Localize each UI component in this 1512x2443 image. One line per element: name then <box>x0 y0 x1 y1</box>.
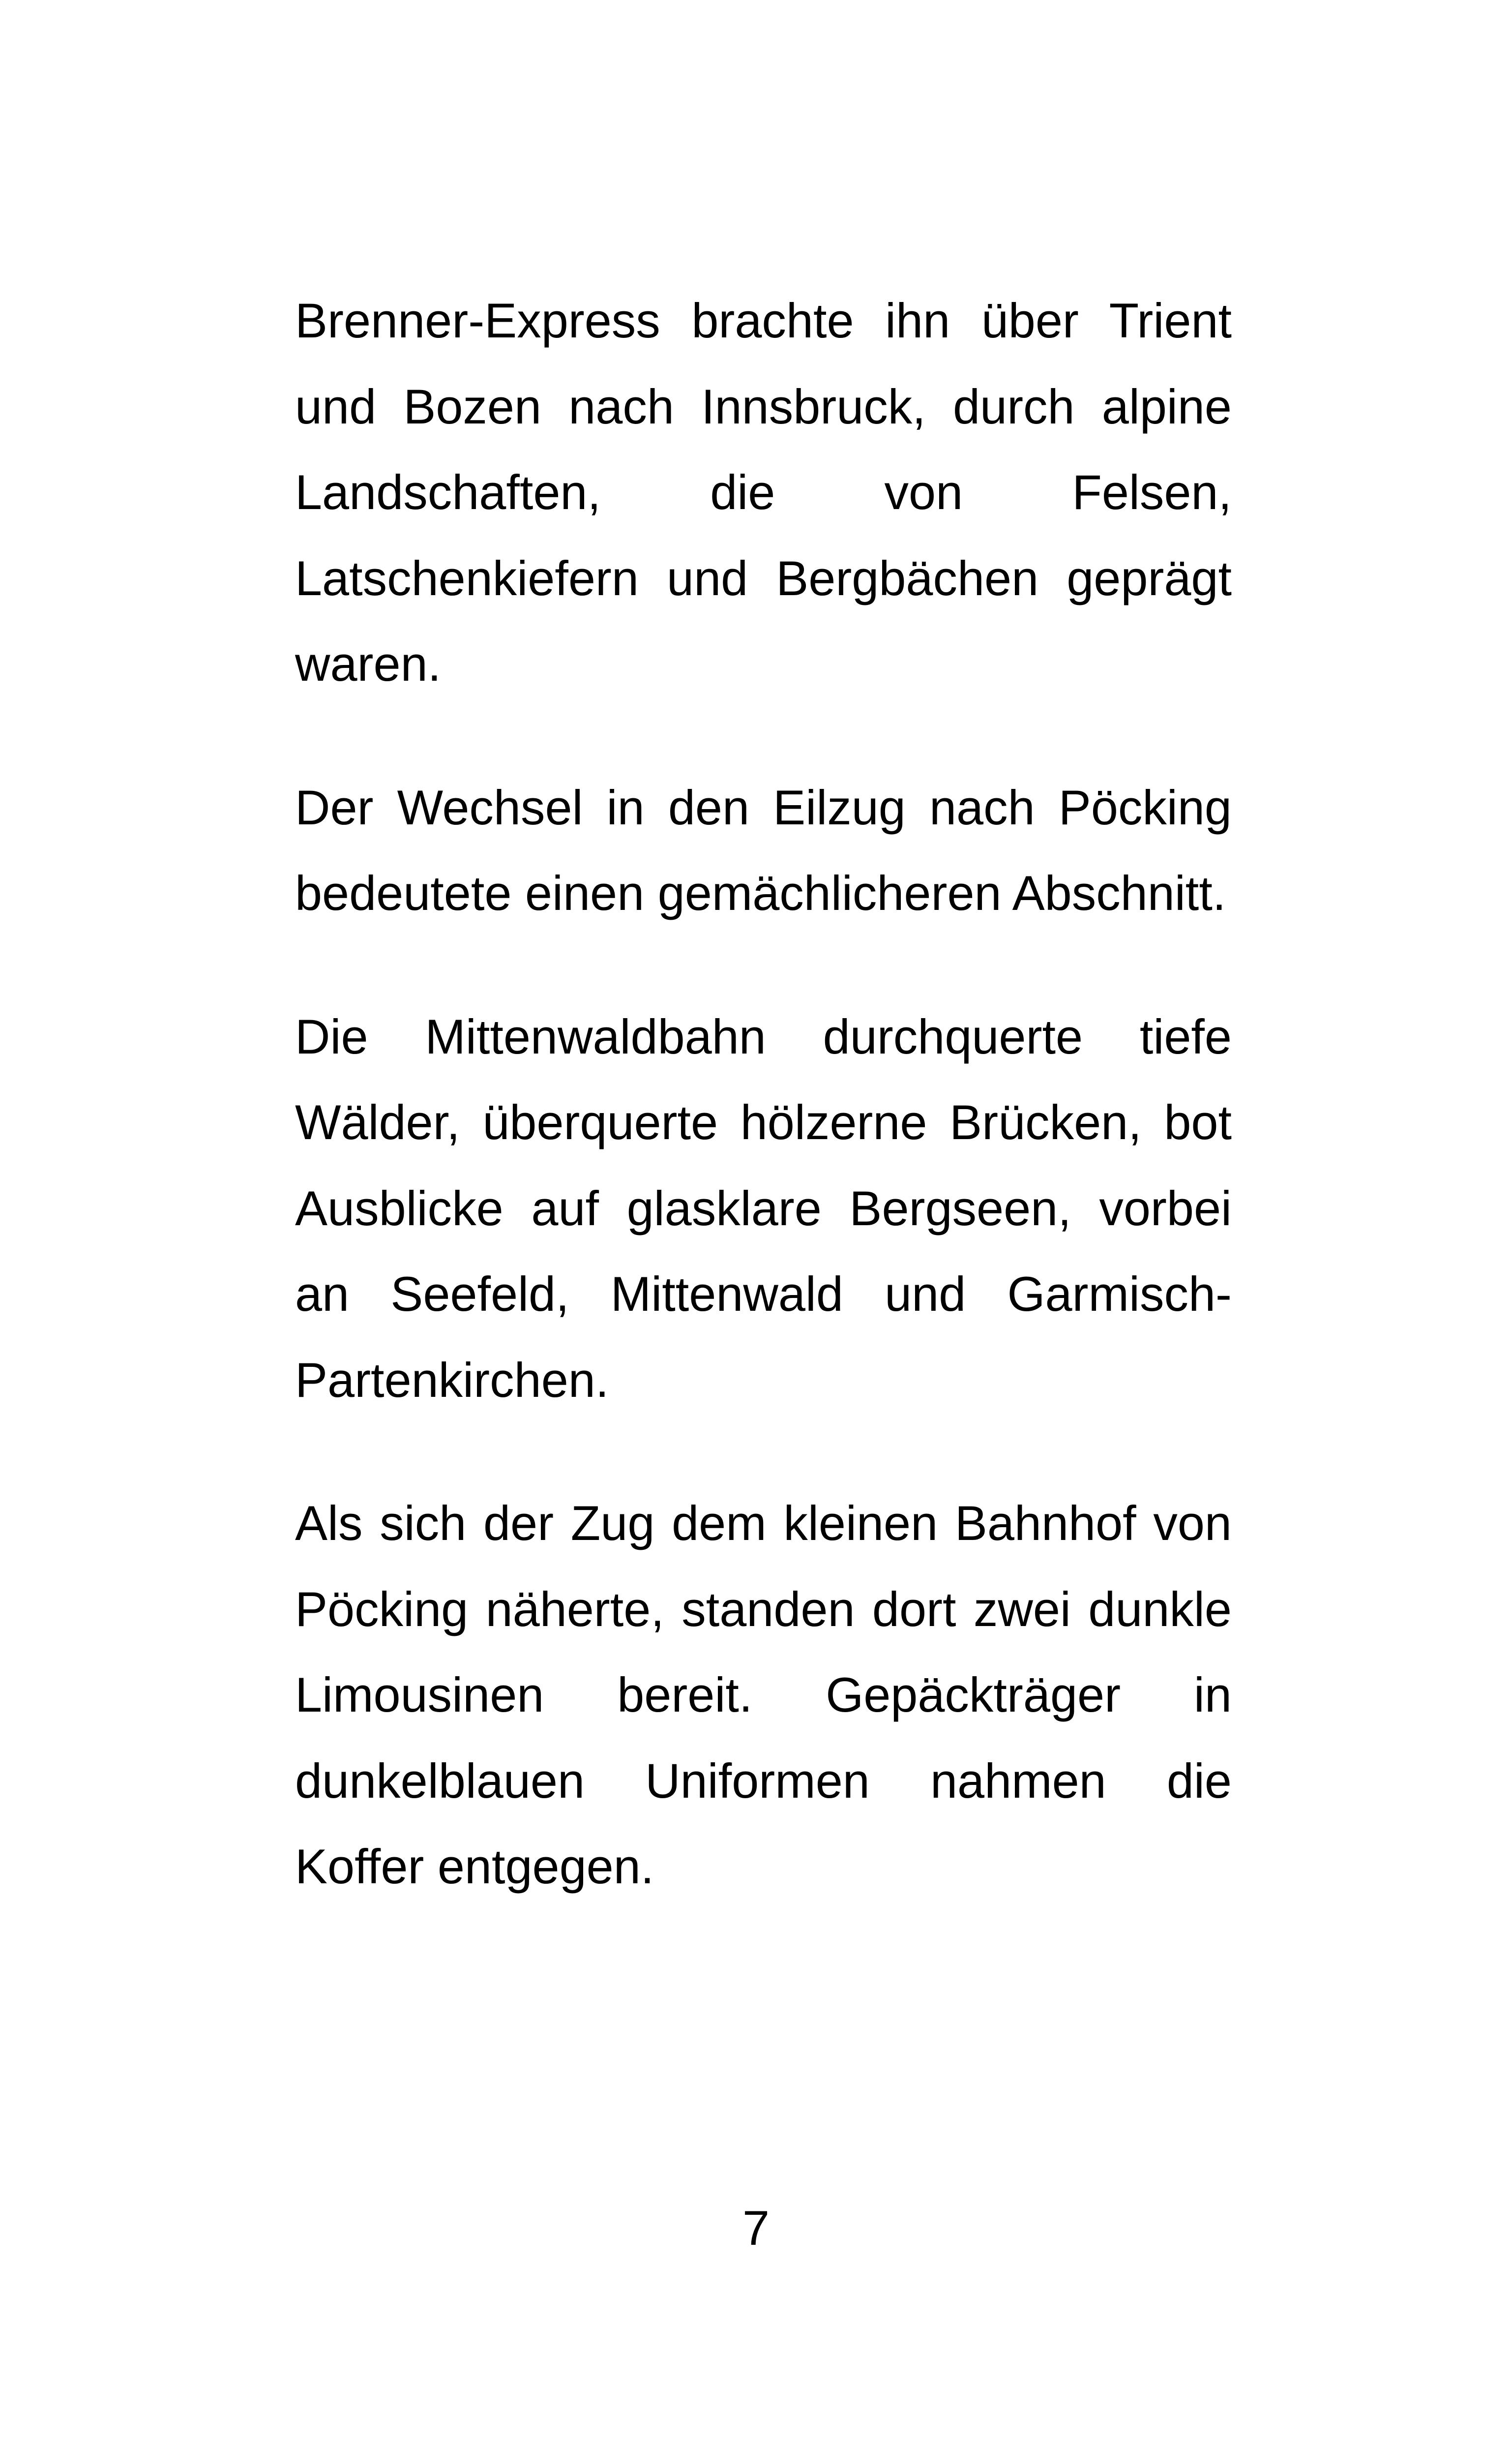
paragraph-eilzug: Der Wechsel in den Eilzug nach Pöcking bedeutete einen gemächlicheren Abschnitt. <box>295 780 1232 920</box>
page-number: 7 <box>742 2201 770 2255</box>
body-text <box>295 278 1232 1910</box>
paragraph-brenner-express: Brenner-Express brachte ihn über Trient und Bozen nach Innsbruck, durch alpine Landschaften, die von Felsen, Latschenkiefern und Bergbächen geprägt waren. <box>295 293 1232 691</box>
paragraph-arrival-poecking: Als sich der Zug dem kleinen Bahnhof von Pöcking näherte, standen dort zwei dunkle Limousinen bereit. Gepäckträger in dunkelblauen Uniformen nahmen die Koffer entgegen. <box>295 1496 1232 1894</box>
paragraph-mittenwaldbahn: Die Mittenwaldbahn durchquerte tiefe Wälder, überquerte hölzerne Brücken, bot Ausblicke auf glasklare Bergseen, vorbei an Seefeld, Mittenwald und Garmisch-Partenkirchen. <box>295 1009 1232 1407</box>
